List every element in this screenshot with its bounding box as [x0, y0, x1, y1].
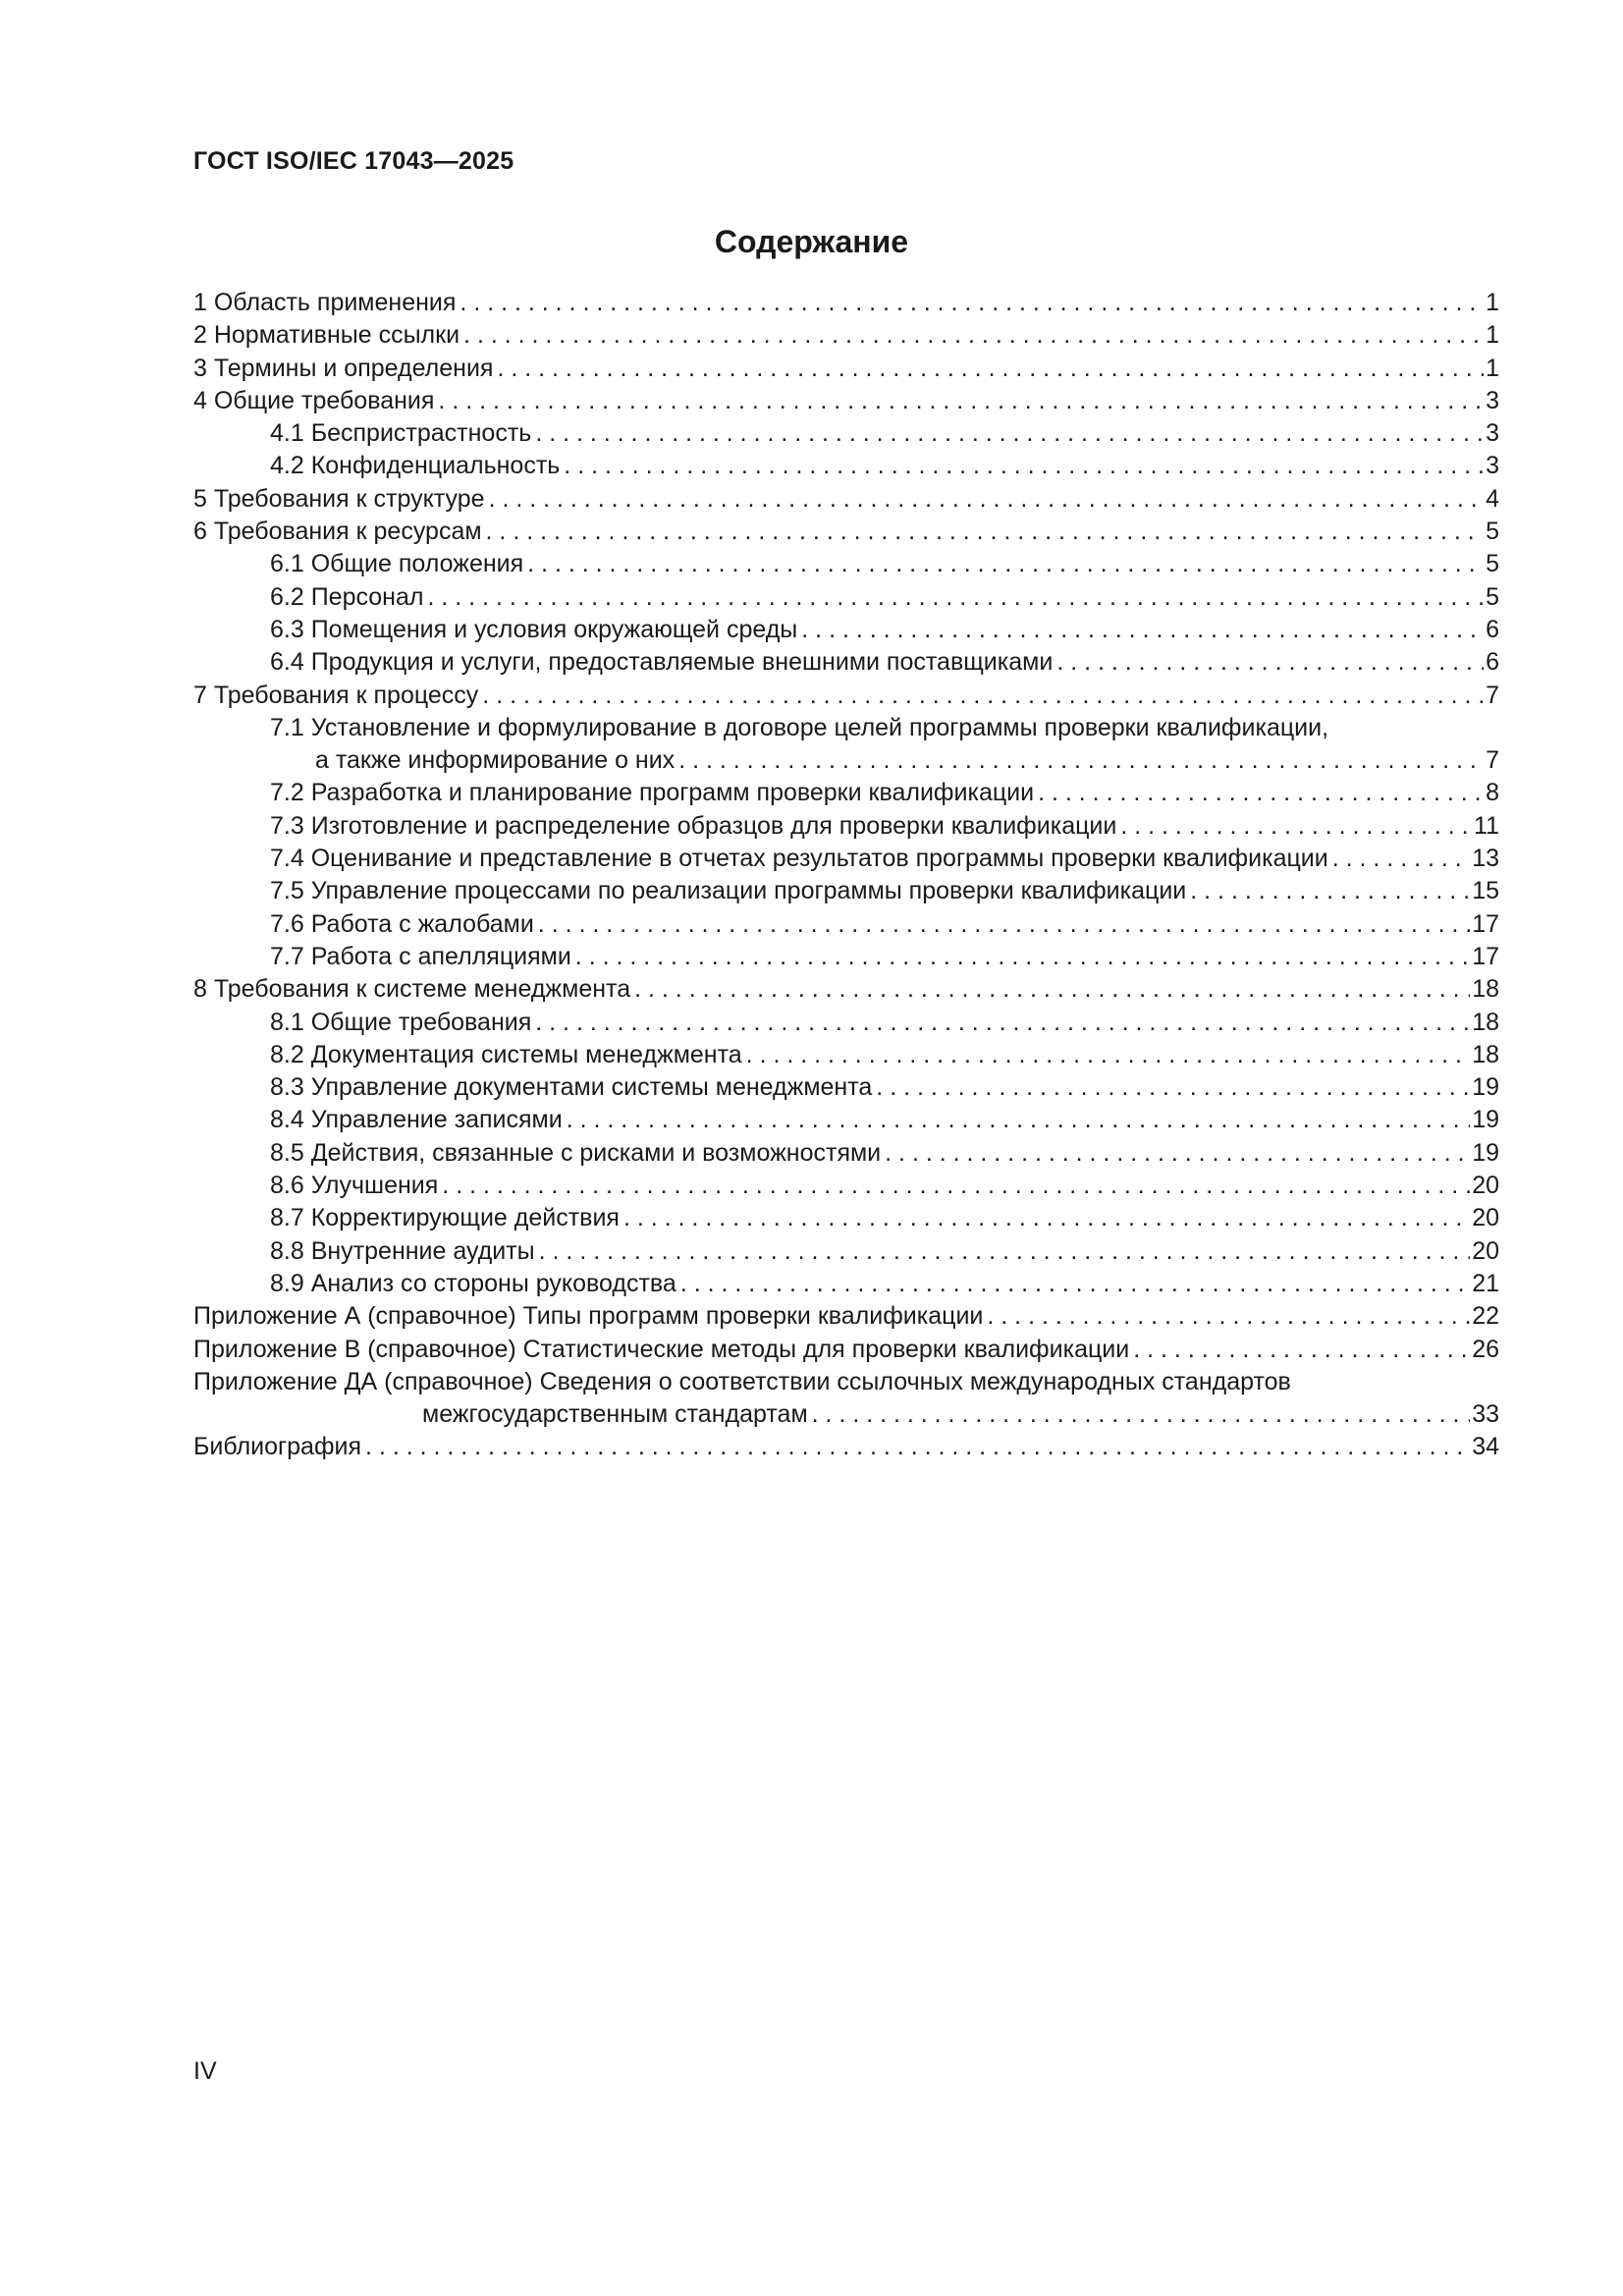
dot-leader	[746, 1039, 1471, 1071]
dot-leader	[1190, 875, 1470, 907]
dot-leader	[1120, 810, 1472, 843]
dot-leader	[460, 287, 1484, 319]
toc-entry[interactable]	[193, 1170, 1499, 1202]
dot-leader	[538, 908, 1470, 941]
toc-page-number: 21	[1472, 1269, 1499, 1297]
toc-entry-title: 7.7 Работа с апелляциями	[270, 941, 575, 973]
toc-entry-title: 5 Требования к структуре	[193, 483, 489, 516]
toc-page-number: 7	[1486, 681, 1499, 709]
dot-leader	[987, 1300, 1470, 1333]
toc-entry[interactable]	[193, 614, 1499, 646]
toc-entry-title: 8 Требования к системе менеджмента	[193, 973, 634, 1006]
toc-entry[interactable]	[193, 810, 1499, 843]
dot-leader	[575, 941, 1470, 973]
dot-leader	[564, 450, 1484, 482]
toc-page-number: 7	[1486, 746, 1499, 775]
toc-entry[interactable]	[193, 1300, 1499, 1333]
page-number-footer: IV	[193, 2057, 217, 2085]
toc-title: Содержание	[714, 224, 909, 259]
toc-page-number: 5	[1486, 518, 1499, 546]
toc-entry[interactable]	[193, 1071, 1499, 1104]
toc-entry-title: 8.8 Внутренние аудиты	[270, 1235, 539, 1268]
dot-leader	[1038, 777, 1484, 809]
dot-leader	[678, 744, 1484, 777]
dot-leader	[482, 680, 1484, 712]
toc-entry-title: 7.5 Управление процессами по реализации программы проверки квалификации	[270, 875, 1190, 907]
toc-page-number: 13	[1472, 845, 1499, 873]
toc-page-number: 22	[1472, 1302, 1499, 1331]
toc-entry-title: 6.3 Помещения и условия окружающей среды	[270, 614, 801, 646]
toc-entry[interactable]	[193, 908, 1499, 941]
toc-entry[interactable]	[193, 319, 1499, 352]
toc-entry[interactable]	[193, 1202, 1499, 1234]
toc-entry-title: 8.7 Корректирующие действия	[270, 1202, 623, 1234]
toc-entry-title: 8.1 Общие требования	[270, 1007, 535, 1039]
toc-page-number: 26	[1472, 1335, 1499, 1363]
toc-entry-title: 6.4 Продукция и услуги, предоставляемые внешними поставщиками	[270, 646, 1056, 679]
toc-entry-title: 1 Область применения	[193, 287, 460, 319]
dot-leader	[567, 1104, 1471, 1136]
toc-page-number: 15	[1472, 877, 1499, 905]
toc-entry-title: Приложение ДА (справочное) Сведения о соответствии ссылочных международных стандартов	[193, 1366, 1295, 1398]
toc-entry-title: 8.4 Управление записями	[270, 1104, 567, 1136]
toc-page-number: 6	[1486, 615, 1499, 643]
toc-page-number: 18	[1472, 975, 1499, 1004]
toc-entry-title: 8.2 Документация системы менеджмента	[270, 1039, 746, 1071]
toc-entry[interactable]	[193, 1334, 1499, 1366]
toc-page-number: 6	[1486, 648, 1499, 677]
toc-page-number: 1	[1486, 354, 1499, 382]
toc-page-number: 5	[1486, 582, 1499, 611]
toc-entry[interactable]	[193, 843, 1499, 875]
toc-page-number: 17	[1472, 909, 1499, 938]
toc-page-number: 4	[1486, 484, 1499, 513]
dot-leader	[535, 417, 1484, 450]
toc-entry[interactable]	[193, 1431, 1499, 1463]
dot-leader	[623, 1202, 1470, 1234]
table-of-contents	[193, 287, 1499, 1464]
dot-leader	[876, 1071, 1470, 1104]
dot-leader	[885, 1137, 1470, 1170]
dot-leader	[1133, 1334, 1470, 1366]
toc-page-number: 5	[1486, 550, 1499, 578]
toc-entry-title: 6.1 Общие положения	[270, 548, 527, 580]
toc-page-number: 33	[1472, 1400, 1499, 1429]
toc-page-number: 18	[1472, 1008, 1499, 1036]
toc-entry[interactable]	[193, 646, 1499, 679]
dot-leader	[535, 1007, 1470, 1039]
toc-page-number: 19	[1472, 1138, 1499, 1167]
toc-entry[interactable]	[193, 1268, 1499, 1300]
toc-entry-title: 4.2 Конфиденциальность	[270, 450, 564, 482]
toc-entry[interactable]	[193, 516, 1499, 548]
toc-entry-title: 4 Общие требования	[193, 385, 438, 417]
dot-leader	[365, 1431, 1470, 1463]
toc-entry[interactable]	[193, 680, 1499, 712]
toc-entry[interactable]	[193, 1104, 1499, 1136]
toc-entry[interactable]	[193, 941, 1499, 973]
toc-entry[interactable]	[193, 483, 1499, 516]
toc-entry-title-continued: межгосударственным стандартам	[422, 1398, 812, 1431]
toc-page-number: 20	[1472, 1172, 1499, 1200]
toc-entry[interactable]	[193, 450, 1499, 482]
toc-page-number: 11	[1474, 811, 1499, 840]
dot-leader	[438, 385, 1484, 417]
toc-page-number: 1	[1486, 321, 1499, 350]
toc-page-number: 19	[1472, 1106, 1499, 1134]
toc-entry-title-continued: а также информирование о них	[315, 744, 678, 777]
toc-page-number: 3	[1486, 386, 1499, 414]
toc-entry-title: 7.6 Работа с жалобами	[270, 908, 538, 941]
toc-entry-title: 6 Требования к ресурсам	[193, 516, 486, 548]
toc-page-number: 17	[1472, 942, 1499, 970]
document-header: ГОСТ ISO/IEC 17043—2025	[193, 147, 514, 175]
dot-leader	[486, 516, 1485, 548]
toc-page-number: 20	[1472, 1236, 1499, 1265]
dot-leader	[527, 548, 1484, 580]
dot-leader	[1332, 843, 1470, 875]
toc-entry-title: 7.4 Оценивание и представление в отчетах результатов программы проверки квалификации	[270, 843, 1332, 875]
toc-entry-title: 2 Нормативные ссылки	[193, 319, 463, 352]
toc-entry[interactable]	[193, 1235, 1499, 1268]
dot-leader	[489, 483, 1485, 516]
dot-leader	[812, 1398, 1471, 1431]
toc-page-number: 34	[1472, 1433, 1499, 1461]
toc-page-number: 3	[1486, 452, 1499, 480]
toc-entry-title: 3 Термины и определения	[193, 353, 497, 385]
toc-page-number: 19	[1472, 1073, 1499, 1102]
toc-entry[interactable]	[193, 353, 1499, 385]
dot-leader	[539, 1235, 1471, 1268]
toc-entry-title: 8.9 Анализ со стороны руководства	[270, 1268, 680, 1300]
toc-page-number: 18	[1472, 1040, 1499, 1068]
dot-leader	[427, 581, 1484, 614]
toc-entry[interactable]	[193, 1039, 1499, 1071]
dot-leader	[497, 353, 1484, 385]
dot-leader	[634, 973, 1470, 1006]
toc-page-number: 20	[1472, 1204, 1499, 1232]
toc-entry-title: 7.3 Изготовление и распределение образцов для проверки квалификации	[270, 810, 1120, 843]
toc-entry-title: 4.1 Беспристрастность	[270, 417, 535, 450]
toc-entry[interactable]	[193, 777, 1499, 809]
toc-entry[interactable]	[193, 1137, 1499, 1170]
toc-entry[interactable]	[193, 385, 1499, 417]
toc-entry-title: 7.1 Установление и формулирование в договоре целей программы проверки квалификации,	[270, 712, 1332, 744]
toc-entry-title: Приложение А (справочное) Типы программ проверки квалификации	[193, 1300, 987, 1333]
dot-leader	[801, 614, 1484, 646]
toc-entry-title: Приложение В (справочное) Статистические методы для проверки квалификации	[193, 1334, 1133, 1366]
toc-entry-title: 7.2 Разработка и планирование программ проверки квалификации	[270, 777, 1038, 809]
dot-leader	[442, 1170, 1470, 1202]
toc-entry[interactable]	[193, 712, 1499, 778]
dot-leader	[1056, 646, 1484, 679]
toc-entry[interactable]	[193, 1007, 1499, 1039]
toc-entry[interactable]	[193, 287, 1499, 319]
toc-entry[interactable]	[193, 581, 1499, 614]
toc-entry[interactable]	[193, 417, 1499, 450]
toc-entry-title: 8.3 Управление документами системы менеджмента	[270, 1071, 876, 1104]
dot-leader	[680, 1268, 1470, 1300]
toc-entry-title: 8.5 Действия, связанные с рисками и возможностями	[270, 1137, 885, 1170]
toc-entry-title: 7 Требования к процессу	[193, 680, 482, 712]
toc-entry-title: 6.2 Персонал	[270, 581, 427, 614]
toc-entry[interactable]	[193, 973, 1499, 1006]
toc-entry[interactable]	[193, 548, 1499, 580]
toc-entry-title: Библиография	[193, 1431, 365, 1463]
toc-page-number: 1	[1486, 289, 1499, 316]
toc-entry-title: 8.6 Улучшения	[270, 1170, 442, 1202]
toc-page-number: 3	[1486, 419, 1499, 448]
toc-page-number: 8	[1486, 779, 1499, 807]
toc-entry[interactable]	[193, 1366, 1499, 1432]
dot-leader	[463, 319, 1484, 352]
toc-entry[interactable]	[193, 875, 1499, 907]
